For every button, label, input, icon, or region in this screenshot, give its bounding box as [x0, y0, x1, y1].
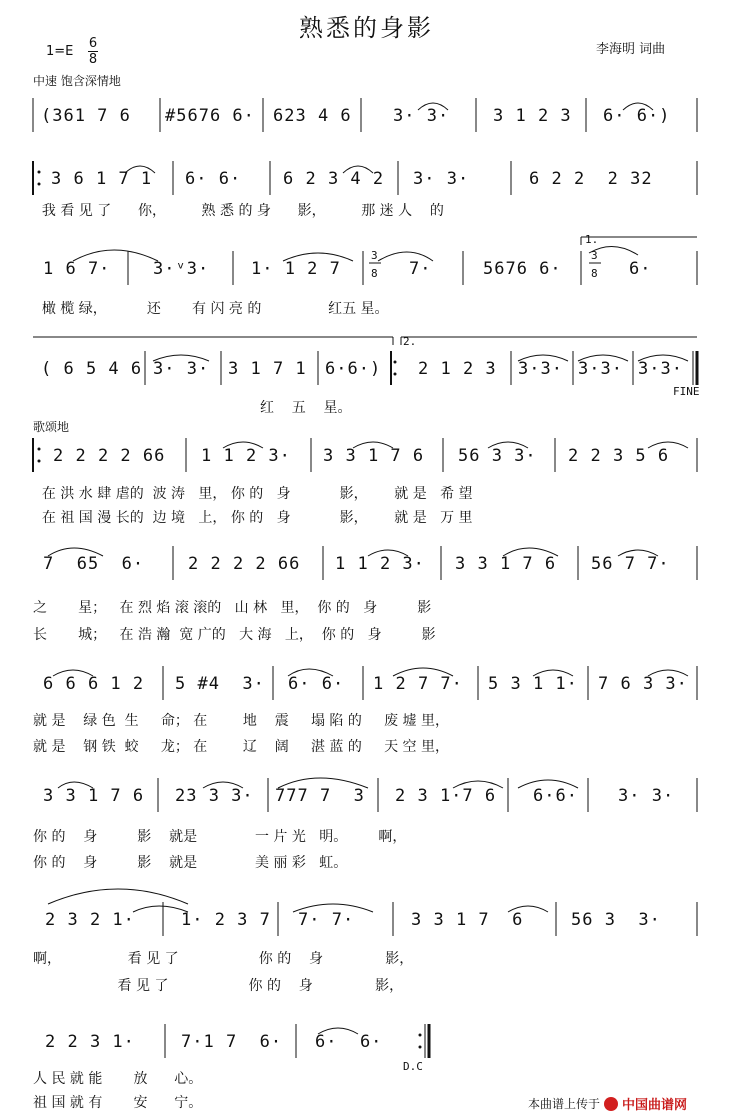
row-3-measure-5: 5676 6· — [483, 259, 562, 279]
row-6-measure-5: 56 7 7· — [591, 554, 670, 574]
composer-credit: 李海明 词曲 — [596, 42, 666, 57]
row-5-measure-4: 56 3 3· — [458, 446, 537, 466]
row-7-measure-1: 6 6 6 1 2 — [43, 674, 145, 694]
row-2-measure-2: 6· 6· — [185, 169, 242, 189]
lyrics-row-9a: 啊， 看 见 了 你 的 身 影， — [33, 951, 414, 967]
staff-row-9 — [33, 896, 698, 936]
row-8-measure-3: 777 7 3 — [275, 786, 365, 806]
row-4-measure-5: 2 1 2 3 — [418, 359, 497, 379]
row-1-measure-1: (361 7 6 — [41, 106, 131, 126]
dc-marker: D.C — [403, 1060, 423, 1073]
row-10-measure-2: 7·1 7 6· — [181, 1032, 283, 1052]
row-4-measure-1: ( 6 5 4 6 — [41, 359, 143, 379]
staff-row-10 — [33, 1018, 698, 1073]
lyrics-row-7a: 就 是 绿 色 生 命； 在 地 震 塌 陷 的 废 墟 里， — [33, 713, 450, 729]
row-6-measure-2: 2 2 2 2 66 — [188, 554, 301, 574]
row-7-measure-4: 1 2 7 7· — [373, 674, 463, 694]
lyrics-row-5a: 在 洪 水 肆 虐的 波 涛 里， 你 的 身 影， 就 是 希 望 — [33, 486, 473, 502]
staff-row-3 — [33, 233, 698, 295]
row-10-measure-3: 6· 6· — [315, 1032, 383, 1052]
row-2-measure-1: 3 6 1 7 1 — [51, 169, 153, 189]
meter-bottom: 8 — [88, 52, 98, 67]
lyrics-row-7b: 就 是 钢 铁 蛟 龙； 在 辽 阔 湛 蓝 的 天 空 里， — [33, 739, 450, 755]
row-1-measure-4: 3· 3· — [393, 106, 450, 126]
lyrics-row-5b: 在 祖 国 漫 长的 边 境 上， 你 的 身 影， 就 是 万 里 — [33, 510, 473, 526]
row-9-measure-5: 56 3 3· — [571, 910, 661, 930]
tempo-marking: 中速 饱含深情地 — [33, 74, 121, 88]
site-logo-icon — [604, 1097, 618, 1111]
row-7-measure-3: 6· 6· — [288, 674, 345, 694]
meter-change-bottom-2: 8 — [591, 267, 598, 280]
row-1-lines — [33, 92, 698, 132]
row-4-measure-4: 6·6·) — [325, 359, 382, 379]
staff-row-4 — [33, 335, 700, 398]
staff-row-7 — [33, 660, 698, 700]
staff-row-5 — [33, 432, 698, 472]
row-5-measure-2: 1 1 2 3· — [201, 446, 291, 466]
row-6-measure-3: 1 1 2 3· — [335, 554, 425, 574]
row-9-measure-4: 3 3 1 7 6 — [411, 910, 524, 930]
row-8-measure-4: 2 3 1·7 6 — [395, 786, 497, 806]
lyrics-row-9b: 看 见 了 你 的 身 影， — [33, 978, 404, 994]
row-10-measure-1: 2 2 3 1· — [45, 1032, 135, 1052]
volta-1-label: 1. — [585, 233, 599, 246]
row-1-measure-6: 6· 6·) — [603, 106, 671, 126]
staff-row-2 — [33, 155, 698, 195]
lyrics-row-6b: 长 城； 在 浩 瀚 宽 广的 大 海 上， 你 的 身 影 — [33, 627, 436, 643]
row-4-measure-8: 3·3· — [638, 359, 683, 379]
row-4-measure-3: 3 1 7 1 — [228, 359, 307, 379]
style-marking: 歌颂地 — [33, 420, 70, 434]
row-3-measure-1: 1 6 7· — [43, 259, 111, 279]
row-8-measure-6: 3· 3· — [618, 786, 675, 806]
lyrics-row-4: 红 五 星。 — [33, 400, 352, 416]
row-5-measure-3: 3 3 1 7 6 — [323, 446, 425, 466]
staff-row-6 — [33, 540, 698, 580]
row-6-measure-4: 3 3 1 7 6 — [455, 554, 557, 574]
lyrics-row-2: 我 看 见 了 你， 熟 悉 的 身 影， 那 迷 人 的 — [33, 203, 444, 219]
lyrics-row-8a: 你 的 身 影 就是 一 片 光 明。 啊， — [33, 829, 407, 845]
row-4-measure-7: 3·3· — [578, 359, 623, 379]
row-3-measure-2: 3·ᵛ3· — [153, 259, 210, 279]
meter-change-top: 3 — [371, 249, 378, 262]
lyrics-row-3: 橄 榄 绿， 还 有 闪 亮 的 红五 星。 — [33, 301, 389, 317]
row-6-measure-1: 7 65 6· — [43, 554, 145, 574]
staff-row-1 — [33, 92, 698, 132]
meter-change-top-2: 3 — [591, 249, 598, 262]
row-1-measure-3: 623 4 6 — [273, 106, 352, 126]
meter-top: 6 — [88, 36, 98, 51]
row-2-measure-3: 6 2 3 4 2 — [283, 169, 385, 189]
row-5-measure-1: 2 2 2 2 66 — [53, 446, 166, 466]
lyrics-row-6a: 之 星； 在 烈 焰 滚 滚的 山 林 里， 你 的 身 影 — [33, 600, 432, 616]
row-8-measure-1: 3 3 1 7 6 — [43, 786, 145, 806]
site-name: 中国曲谱网 — [622, 1098, 688, 1113]
row-2-measure-5: 6 2 2 2 32 — [529, 169, 653, 189]
row-3-lines — [33, 245, 698, 295]
key-signature: 1=E — [46, 44, 74, 59]
row-8-measure-2: 23 3 3· — [175, 786, 254, 806]
row-3-measure-6: 6· — [629, 259, 652, 279]
row-9-measure-2: 1· 2 3 7 — [181, 910, 271, 930]
row-3-measure-3: 1· 1 2 7 — [251, 259, 341, 279]
row-7-measure-5: 5 3 1 1· — [488, 674, 578, 694]
meter-change-bottom: 8 — [371, 267, 378, 280]
staff-row-8 — [33, 772, 698, 812]
row-9-measure-1: 2 3 2 1· — [45, 910, 135, 930]
fine-marker: FINE — [673, 385, 700, 398]
row-1-measure-2: #5676 6· — [165, 106, 255, 126]
song-title: 熟悉的身影 — [299, 14, 434, 42]
row-8-measure-5: 6·6· — [533, 786, 578, 806]
row-7-measure-2: 5 #4 3· — [175, 674, 265, 694]
upload-credit — [528, 1094, 687, 1113]
volta-2-label: 2. — [403, 335, 417, 348]
row-4-measure-6: 3·3· — [518, 359, 563, 379]
upload-text: 本曲谱上传于 — [528, 1097, 601, 1111]
row-5-measure-5: 2 2 3 5 6 — [568, 446, 670, 466]
row-9-measure-3: 7· 7· — [298, 910, 355, 930]
row-7-measure-6: 7 6 3 3· — [598, 674, 688, 694]
row-3-measure-4: 7· — [409, 259, 432, 279]
lyrics-row-10a: 人 民 就 能 放 心。 — [33, 1071, 203, 1087]
row-1-measure-5: 3 1 2 3 — [493, 106, 572, 126]
row-4-measure-2: 3· 3· — [153, 359, 210, 379]
lyrics-row-10b: 祖 国 就 有 安 宁。 — [33, 1095, 203, 1111]
time-signature — [86, 36, 100, 67]
lyrics-row-8b: 你 的 身 影 就是 美 丽 彩 虹。 — [33, 855, 348, 871]
row-2-measure-4: 3· 3· — [413, 169, 470, 189]
